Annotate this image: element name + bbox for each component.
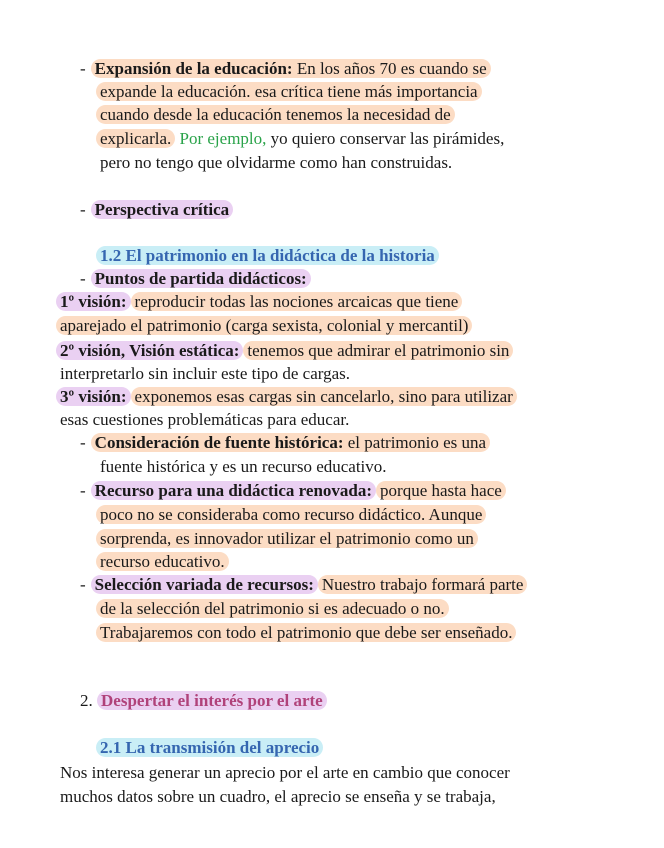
vision-1: 1º visión: reproducir todas las nociones arcaicas que tiene: [56, 291, 462, 313]
recurso-line-3: sorprenda, es innovador utilizar el patrimonio como un: [96, 528, 478, 550]
paragraph-line-2: muchos datos sobre un cuadro, el aprecio se enseña y se trabaja,: [60, 787, 496, 806]
recurso-line-4: recurso educativo.: [96, 551, 229, 573]
vision-3-label: 3º visión:: [60, 387, 127, 406]
bullet-seleccion: - Selección variada de recursos: Nuestro trabajo formará parte: [80, 574, 527, 596]
section-2-number: 2.: [80, 691, 93, 710]
section-2-title: Despertar el interés por el arte: [97, 691, 327, 710]
bullet-expansion: - Expansión de la educación: En los años 70 es cuando se: [80, 58, 491, 80]
expansion-line-5: pero no tengo que olvidarme como han construidas.: [100, 153, 453, 172]
vision-2: 2º visión, Visión estática: tenemos que admirar el patrimonio sin: [56, 340, 513, 362]
section-heading-2-1: 2.1 La transmisión del aprecio: [96, 737, 323, 759]
example-text: Por ejemplo,: [179, 129, 267, 148]
recurso-line-2: poco no se consideraba como recurso didáctico. Aunque: [96, 504, 486, 526]
section-heading-2: [80, 690, 327, 712]
fuente-line-2: fuente histórica y es un recurso educativo.: [100, 457, 387, 476]
expansion-line-4: explicarla. Por ejemplo, yo quiero conservar las pirámides,: [96, 128, 504, 150]
expansion-title: Expansión de la educación:: [94, 59, 293, 78]
bullet-perspectiva: - Perspectiva crítica: [80, 199, 233, 221]
paragraph-line-1: Nos interesa generar un aprecio por el arte en cambio que conocer: [60, 763, 510, 782]
bullet-recurso: - Recurso para una didáctica renovada: porque hasta hace: [80, 480, 506, 502]
seleccion-line-3: Trabajaremos con todo el patrimonio que debe ser enseñado.: [96, 622, 516, 644]
vision-1-line-2: aparejado el patrimonio (carga sexista, colonial y mercantil): [56, 315, 472, 337]
vision-2-label: 2º visión, Visión estática:: [60, 341, 240, 360]
seleccion-line-2: de la selección del patrimonio si es adecuado o no.: [96, 598, 449, 620]
expansion-line-3: cuando desde la educación tenemos la necesidad de: [96, 104, 455, 126]
vision-2-line-2: interpretarlo sin incluir este tipo de cargas.: [60, 364, 351, 383]
bullet-puntos: - Puntos de partida didácticos:: [80, 268, 311, 290]
expansion-line-2: expande la educación. esa crítica tiene más importancia: [96, 81, 482, 103]
bullet-fuente: - Consideración de fuente histórica: el patrimonio es una: [80, 432, 490, 454]
section-heading-1-2: 1.2 El patrimonio en la didáctica de la historia: [96, 245, 439, 267]
vision-3: 3º visión: exponemos esas cargas sin cancelarlo, sino para utilizar: [56, 386, 517, 408]
vision-3-line-2: esas cuestiones problemáticas para educar.: [60, 410, 350, 429]
vision-1-label: 1º visión:: [60, 292, 127, 311]
